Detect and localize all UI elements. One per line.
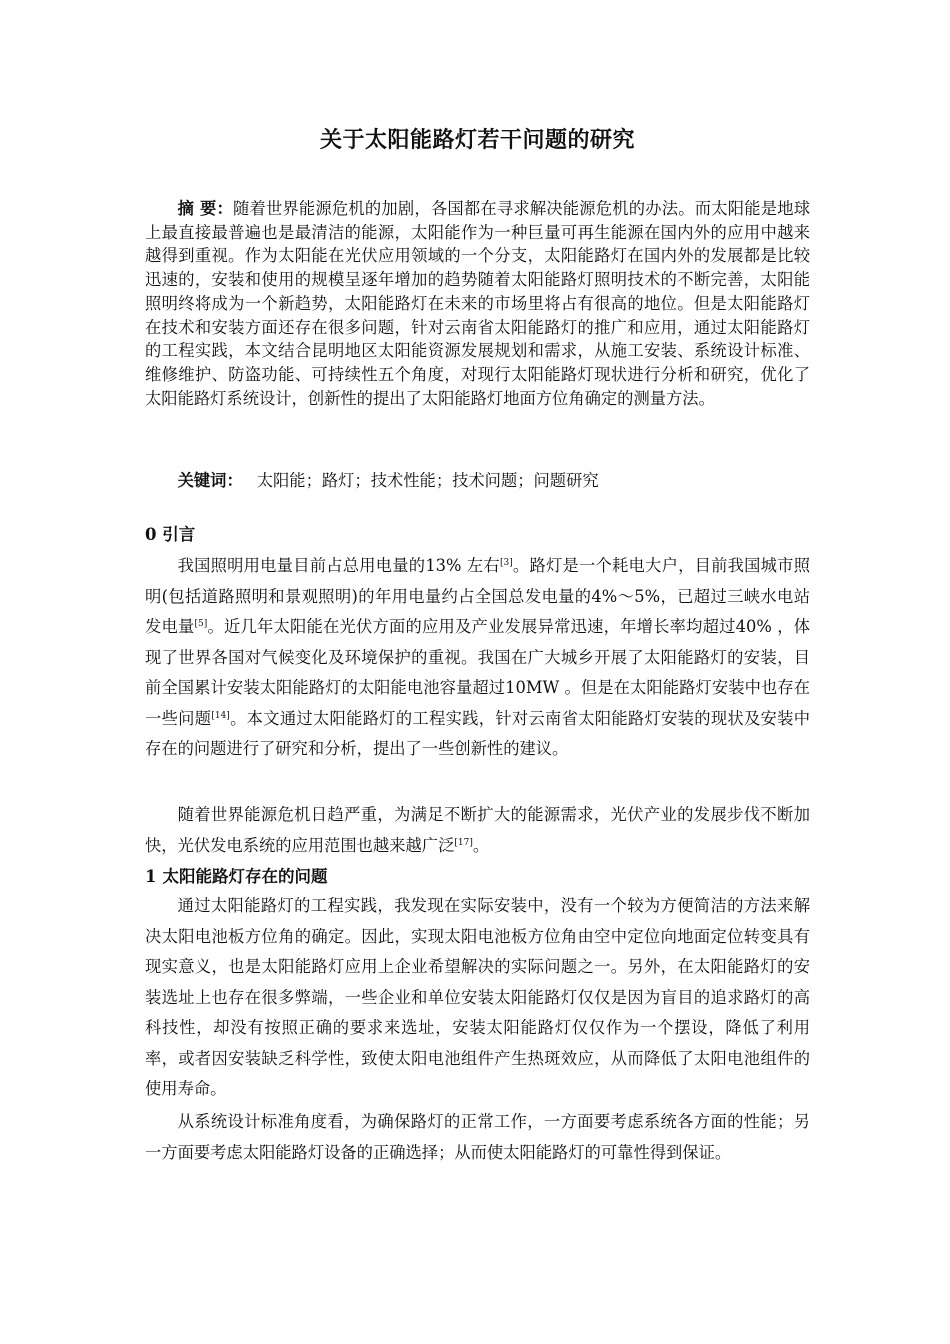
section-heading-1 — [145, 863, 327, 887]
keywords-label: 关键词： — [177, 471, 243, 490]
citation[interactable]: [3] — [499, 558, 513, 568]
section-title: 太阳能路灯存在的问题 — [162, 867, 328, 886]
text-run: 。近几年太阳能在光伏方面的应用及产业发展异常迅速，年增长率均超过40% ，体现了世界各国对气候变化及环境保护的重视。我国在广大城乡开展了太阳能路灯的安装，目前全国累计安装太阳能路灯的太阳能电池容量超过10MW 。但是在太阳能路灯安装中也存在一些问题 — [145, 617, 810, 728]
citation[interactable]: [17] — [454, 837, 473, 848]
abstract-label: 摘 要： — [177, 199, 233, 218]
abstract-paragraph — [145, 197, 810, 410]
citation[interactable]: [5] — [194, 619, 208, 629]
text-run: 。 — [472, 835, 490, 855]
section1-paragraph-1: 通过太阳能路灯的工程实践，我发现在实际安装中，没有一个较为方便简洁的方法来解决太阳电池板方位角的确定。因此，实现太阳电池板方位角由空中定位向地面定位转变具有现实意义，也是太阳能路灯应用上企业希望解决的实际问题之一。另外，在太阳能路灯的安装选址上也存在很多弊端，一些企业和单位安装太阳能路灯仅仅是因为盲目的追求路灯的高科技性，却没有按照正确的要求来选址，安装太阳能路灯仅仅作为一个摆设，降低了利用率，或者因安装缺乏科学性，致使太阳电池组件产生热斑效应，从而降低了太阳电池组件的使用寿命。 — [145, 896, 810, 1098]
paper-title: 关于太阳能路灯若干问题的研究 — [319, 128, 635, 153]
section1-paragraph-2: 从系统设计标准角度看，为确保路灯的正常工作，一方面要考虑系统各方面的性能；另一方面要考虑太阳能路灯设备的正确选择；从而使太阳能路灯的可靠性得到保证。 — [145, 1112, 810, 1162]
text-run: 随着世界能源危机日趋严重，为满足不断扩大的能源需求，光伏产业的发展步伐不断加快，光伏发电系统的应用范围也越来越广泛 — [145, 805, 810, 855]
text-run: 。路灯是一个耗电大户，目前我国城市照明(包括道路照明和景观照明)的年用电量约占全国总发电量的4%～5%，已超过三峡水电站发电量 — [145, 556, 810, 636]
intro-paragraph-2 — [145, 800, 810, 861]
text-run: 我国照明用电量目前占总用电量的13% 左右 — [177, 556, 500, 575]
section-number: 1 — [145, 867, 157, 886]
keywords — [145, 469, 810, 492]
text-run: 。本文通过太阳能路灯的工程实践，针对云南省太阳能路灯安装的现状及安装中存在的问题进行了研究和分析，提出了一些创新性的建议。 — [145, 708, 810, 758]
citation[interactable]: [14] — [211, 710, 230, 721]
intro-paragraph-1 — [145, 551, 810, 765]
keywords-text: 太阳能；路灯；技术性能；技术问题；问题研究 — [256, 471, 599, 490]
section-heading-intro: 0 引言 — [145, 525, 196, 544]
abstract-text: 随着世界能源危机的加剧，各国都在寻求解决能源危机的办法。而太阳能是地球上最直接最普遍也是最清洁的能源，太阳能作为一种巨量可再生能源在国内外的应用中越来越得到重视。作为太阳能在光伏应用领域的一个分支，太阳能路灯在国内外的发展都是比较迅速的，安装和使用的规模呈逐年增加的趋势随着太阳能路灯照明技术的不断完善，太阳能照明终将成为一个新趋势，太阳能路灯在未来的市场里将占有很高的地位。但是太阳能路灯在技术和安装方面还存在很多问题，针对云南省太阳能路灯的推广和应用，通过太阳能路灯的工程实践，本文结合昆明地区太阳能资源发展规划和需求，从施工安装、系统设计标准、维修维护、防盗功能、可持续性五个角度，对现行太阳能路灯现状进行分析和研究，优化了太阳能路灯系统设计，创新性的提出了太阳能路灯地面方位角确定的测量方法。 — [145, 199, 810, 408]
abstract — [145, 197, 810, 410]
